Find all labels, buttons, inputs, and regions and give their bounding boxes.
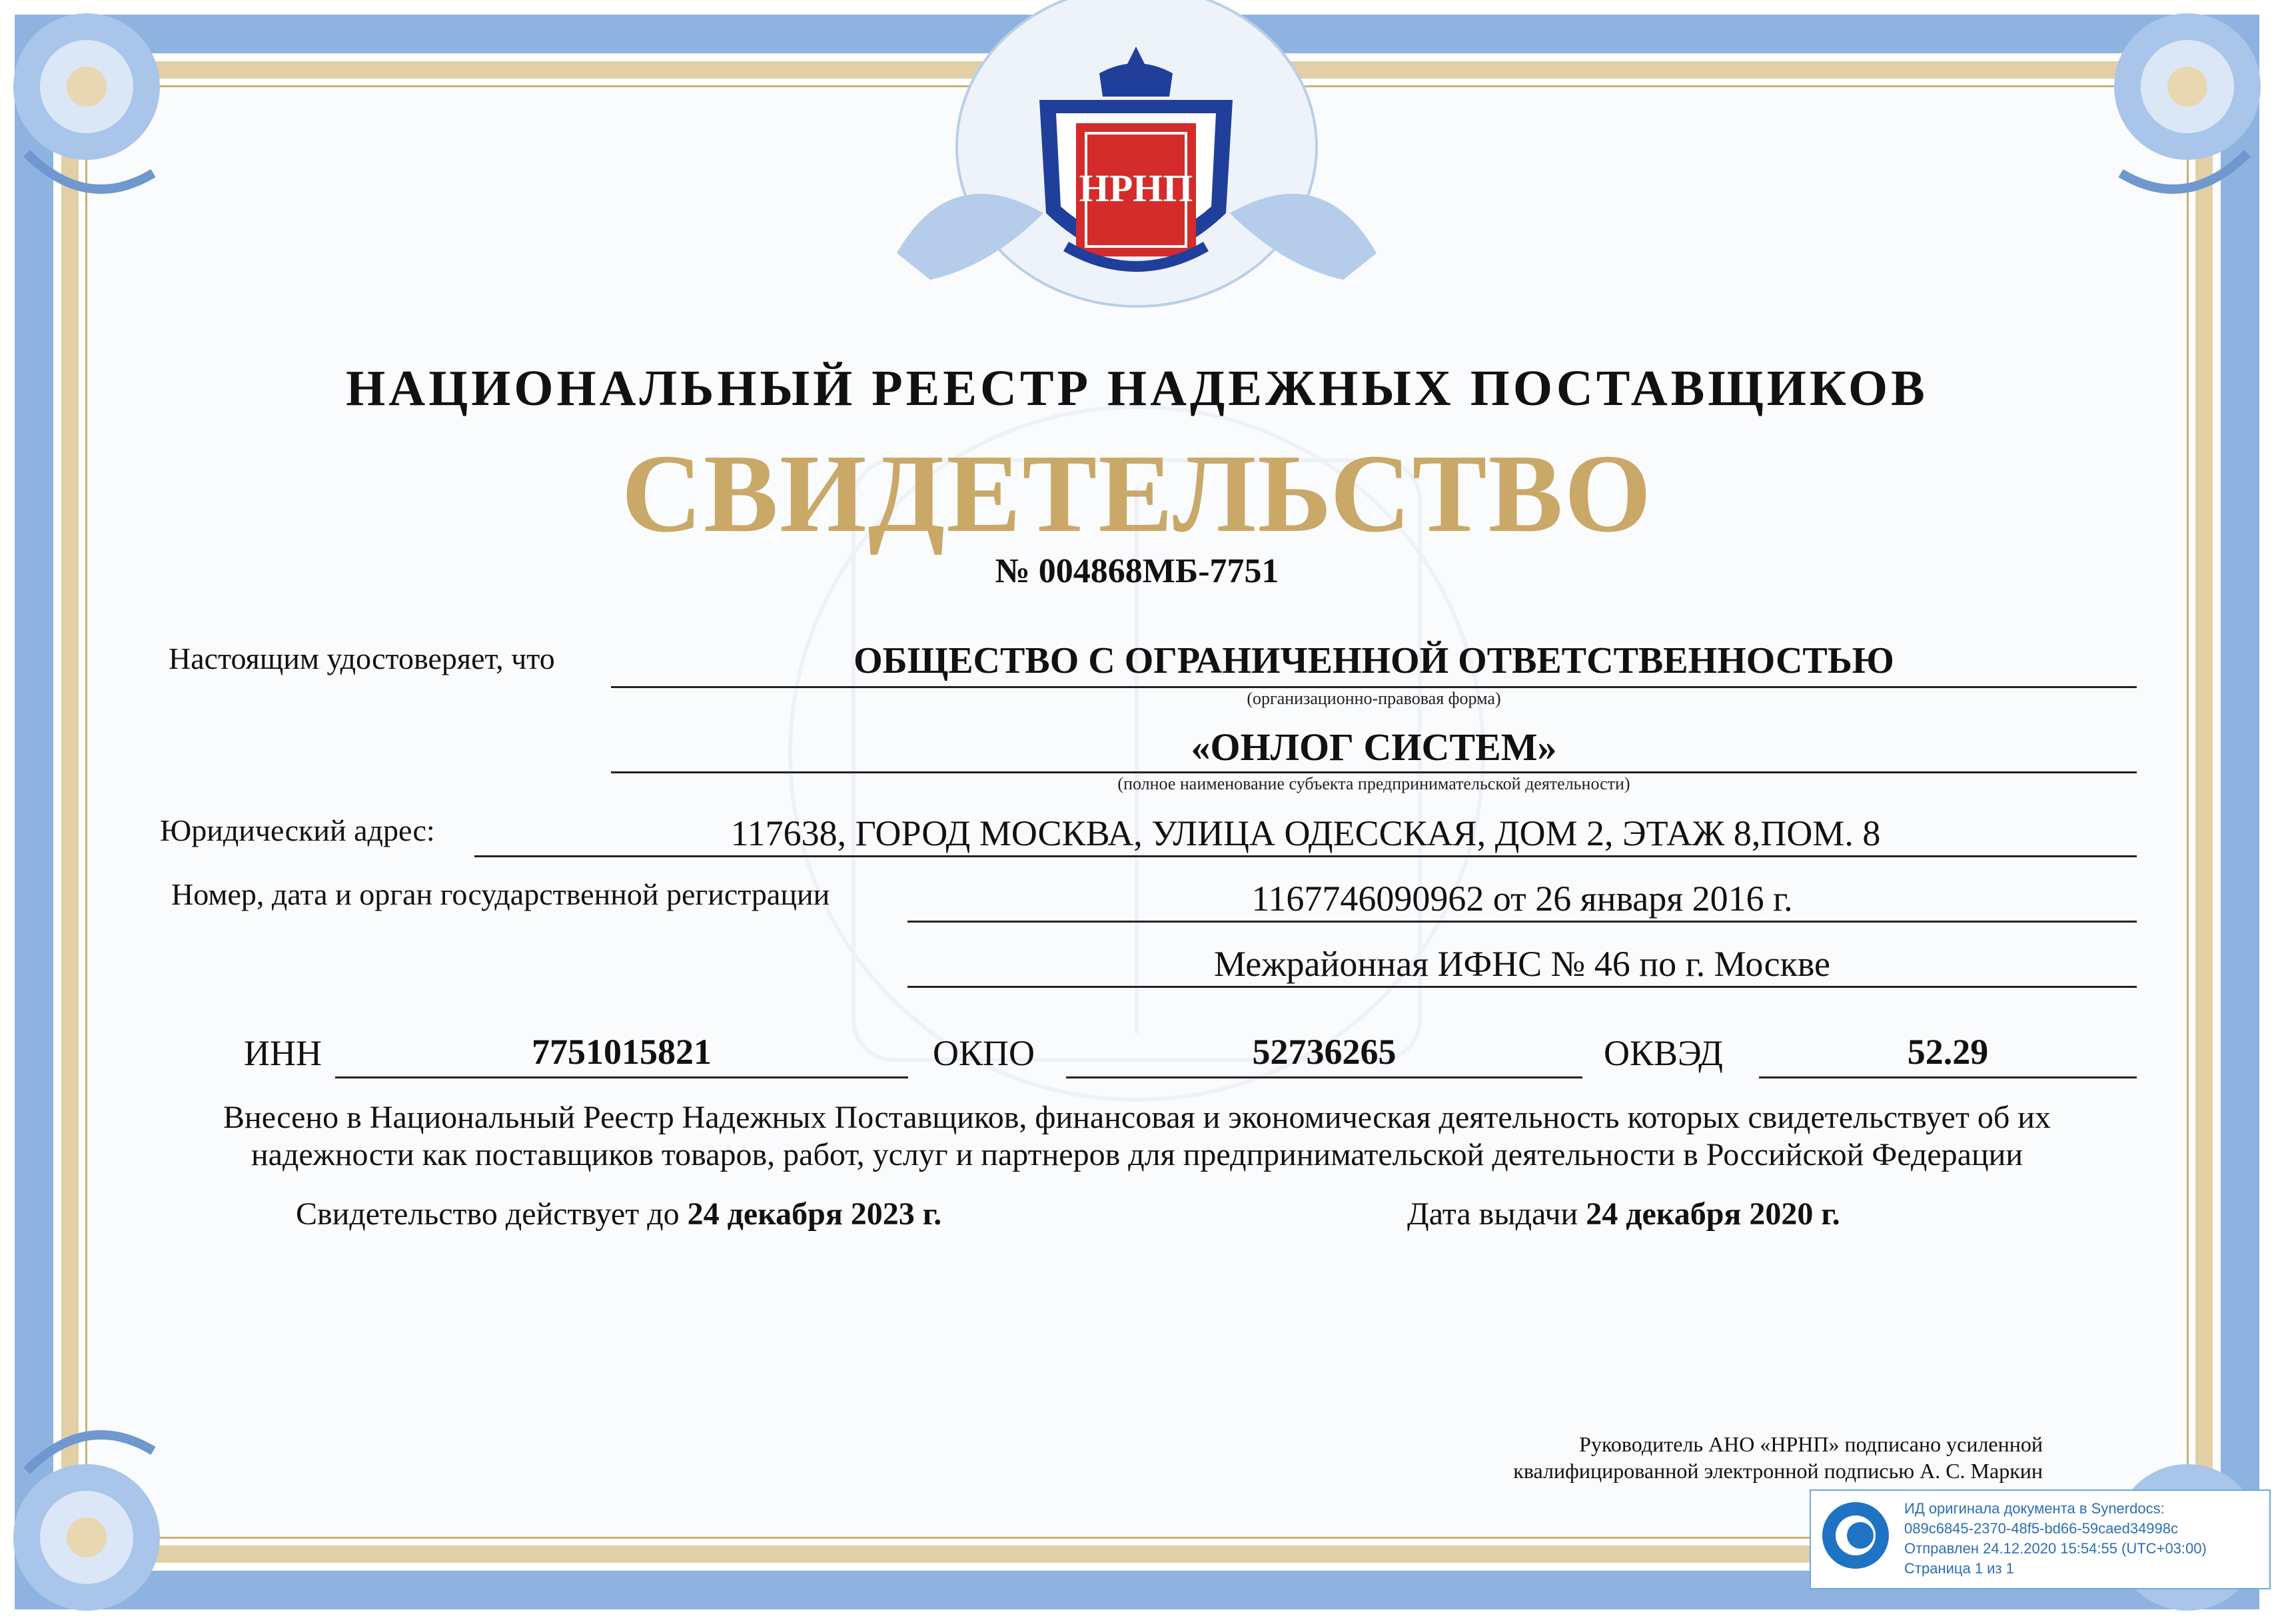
company-name-caption: (полное наименование субъекта предпринимательской деятельности) — [1117, 774, 1630, 793]
validity-line — [296, 1196, 941, 1232]
legal-form-caption: (организационно-правовая форма) — [1247, 689, 1501, 708]
certificate-number: № 004868МБ-7751 — [995, 552, 1279, 590]
address-label: Юридический адрес: — [160, 813, 435, 847]
statement-line-2: надежности как поставщиков товаров, работ, услуг и партнеров для предпринимательской деятельности в Российской Федерации — [251, 1137, 2023, 1172]
synerdocs-logo-icon — [1819, 1499, 1892, 1572]
synerdocs-line-3: Отправлен 24.12.2020 15:54:55 (UTC+03:00) — [1904, 1540, 2207, 1557]
registration-number-date: 1167746090962 от 26 января 2016 г. — [907, 878, 2137, 923]
okved-value: 52.29 — [1759, 1031, 2137, 1078]
org-title: НАЦИОНАЛЬНЫЙ РЕЕСТР НАДЕЖНЫХ ПОСТАВЩИКОВ — [346, 360, 1928, 416]
synerdocs-line-1: ИД оригинала документа в Synerdocs: — [1904, 1500, 2165, 1517]
registration-authority: Межрайонная ИФНС № 46 по г. Москве — [907, 943, 2137, 988]
emblem-text: НРНП — [1079, 167, 1193, 210]
inn-label: ИНН — [244, 1033, 322, 1073]
registration-label: Номер, дата и орган государственной регистрации — [171, 877, 830, 911]
corner-ornament-top-right — [2061, 0, 2274, 213]
okpo-value: 52736265 — [1066, 1031, 1582, 1078]
synerdocs-stamp — [1810, 1489, 2271, 1589]
issue-date-line — [1407, 1196, 1840, 1232]
address-value: 117638, ГОРОД МОСКВА, УЛИЦА ОДЕССКАЯ, ДОМ 2, ЭТАЖ 8,ПОМ. 8 — [474, 813, 2137, 857]
company-name-field: «ОНЛОГ СИСТЕМ» — [611, 725, 2137, 773]
synerdocs-line-2: 089c6845-2370-48f5-bd66-59caed34998c — [1904, 1520, 2179, 1537]
okpo-label: ОКПО — [933, 1033, 1035, 1073]
statement-line-1: Внесено в Национальный Реестр Надежных Поставщиков, финансовая и экономическая деятельность которых свидетельствует об их — [223, 1100, 2051, 1135]
legal-form-field: ОБЩЕСТВО С ОГРАНИЧЕННОЙ ОТВЕТСТВЕННОСТЬЮ — [611, 639, 2137, 688]
signature-line-2: квалифицированной электронной подписью А. С. Маркин — [1513, 1459, 2043, 1483]
inn-value: 7751015821 — [335, 1031, 908, 1078]
issue-date: 24 декабря 2020 г. — [1586, 1196, 1840, 1232]
nrnp-emblem — [1026, 47, 1246, 293]
document-title: СВИДЕТЕЛЬСТВО — [621, 432, 1653, 556]
valid-until-label: Свидетельство действует до — [296, 1196, 688, 1232]
signature-line-1: Руководитель АНО «НРНП» подписано усиленной — [1579, 1432, 2043, 1456]
corner-ornament-top-left — [0, 0, 213, 213]
valid-until-date: 24 декабря 2023 г. — [687, 1196, 942, 1232]
certify-label: Настоящим удостоверяет, что — [169, 641, 555, 675]
corner-ornament-bottom-left — [0, 1411, 213, 1624]
okved-label: ОКВЭД — [1604, 1033, 1723, 1073]
issue-date-label: Дата выдачи — [1407, 1196, 1586, 1232]
synerdocs-line-4: Страница 1 из 1 — [1904, 1560, 2014, 1577]
